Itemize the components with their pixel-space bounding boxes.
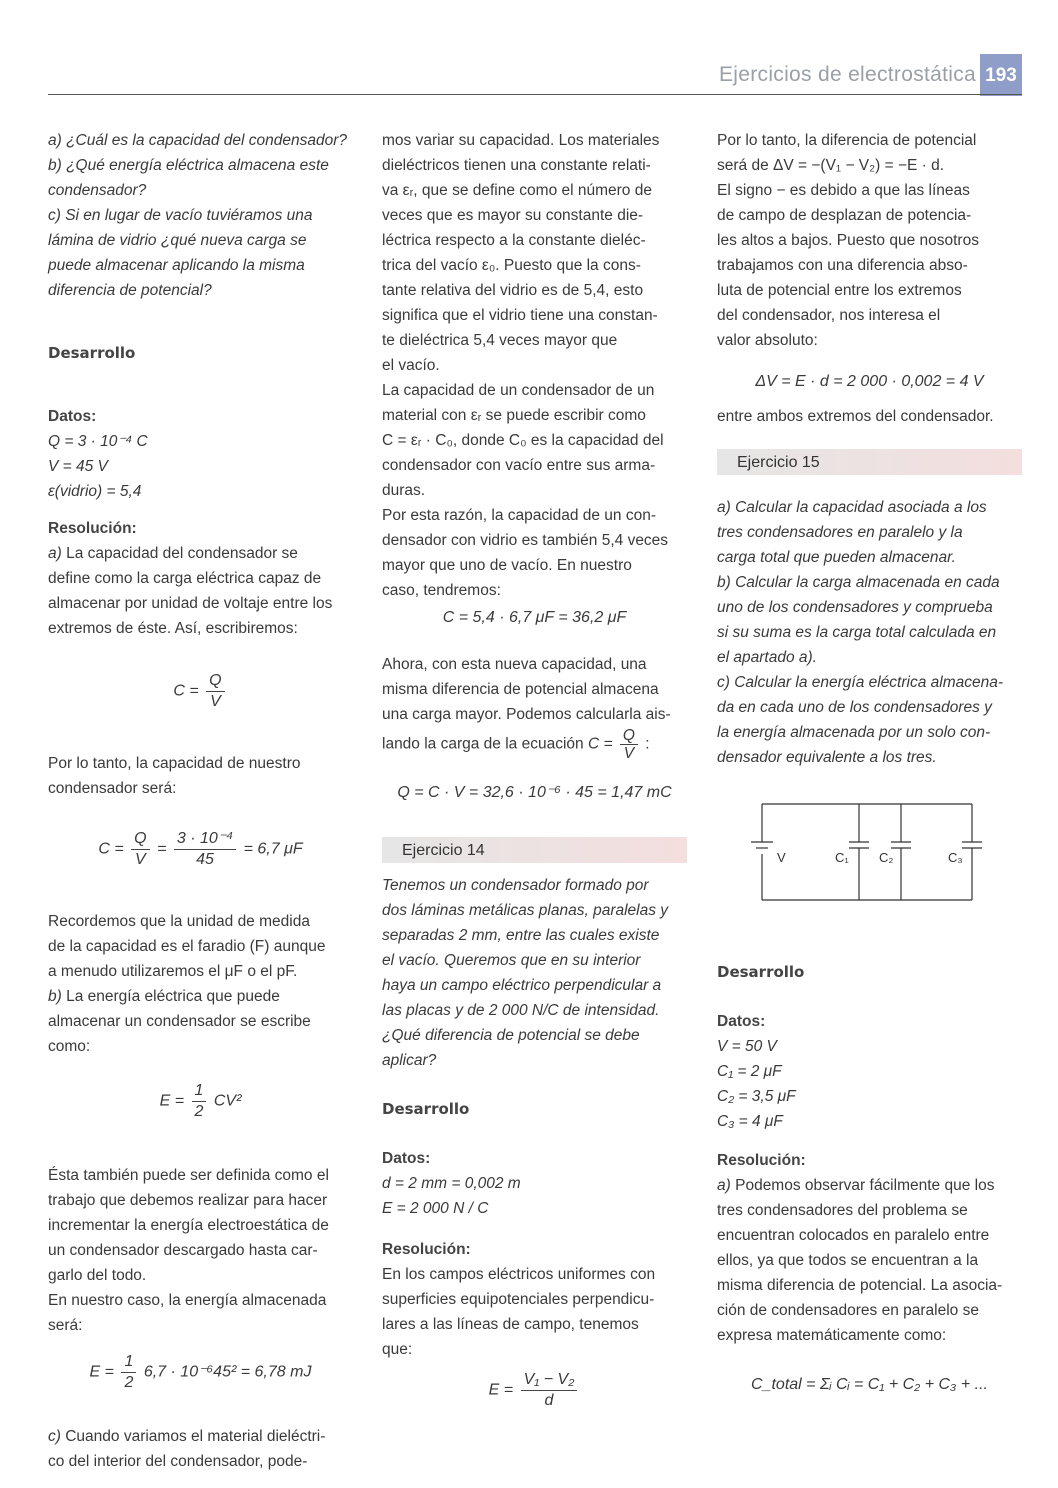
paragraph-line xyxy=(48,984,353,1009)
datum-c2: C₂ = 3,5 μF xyxy=(717,1088,796,1105)
paragraph-line: caso, tendremos: xyxy=(382,582,501,599)
subheading-datos: Datos: xyxy=(48,408,97,425)
paragraph-line: Por lo tanto, la diferencia de potencial xyxy=(717,132,977,149)
formula-capacitance: C = $\frac{Q}{V}$ xyxy=(48,671,353,721)
paragraph-line: condensador será: xyxy=(48,780,177,797)
paragraph-line: encuentran colocados en paralelo entre xyxy=(717,1227,990,1244)
paragraph-line: que: xyxy=(382,1341,413,1358)
question-c-line: lámina de vidrio ¿qué nueva carga se xyxy=(48,232,307,249)
exercise-line: Tenemos un condensador formado por xyxy=(382,877,649,894)
paragraph-line: C = εᵣ · C₀, donde C₀ es la capacidad del xyxy=(382,432,664,449)
paragraph-line: almacenar un condensador se escribe xyxy=(48,1013,311,1030)
subheading-resolucion: Resolución: xyxy=(48,520,137,537)
exercise-line: ¿Qué diferencia de potencial se debe xyxy=(382,1027,640,1044)
circuit-label-v: V xyxy=(777,850,786,865)
paragraph-text: lando la carga de la ecuación xyxy=(382,735,584,753)
formula-field: E = $\frac{\text{V₁ − V₂}}{d}$ xyxy=(382,1370,687,1411)
paragraph-line: dieléctricos tienen una constante relati- xyxy=(382,157,651,174)
exercise-line: da en cada uno de los condensadores y xyxy=(717,699,992,716)
item-prefix: a) xyxy=(48,545,62,562)
exercise-line: dos láminas metálicas planas, paralelas y xyxy=(382,902,669,919)
subheading-resolucion: Resolución: xyxy=(382,1241,471,1258)
section-heading-desarrollo: Desarrollo xyxy=(382,1100,470,1118)
paragraph-line: te dieléctrica 5,4 veces mayor que xyxy=(382,332,618,349)
paragraph-line: garlo del todo. xyxy=(48,1267,147,1284)
formula-charge: Q = C · V = 32,6 · 10⁻⁶ · 45 = 1,47 mC xyxy=(397,784,672,801)
paragraph-line: En nuestro caso, la energía almacenada xyxy=(48,1292,327,1309)
paragraph-line: léctrica respecto a la constante dieléc- xyxy=(382,232,646,249)
paragraph-line: En los campos eléctricos uniformes con xyxy=(382,1266,656,1283)
exercise-line: a) Calcular la capacidad asociada a los xyxy=(717,499,987,516)
item-prefix: b) xyxy=(48,988,62,1005)
paragraph-line: ción de condensadores en paralelo se xyxy=(717,1302,979,1319)
question-b-line: b) ¿Qué energía eléctrica almacena este xyxy=(48,157,329,174)
datum-charge: Q = 3 · 10⁻⁴ C xyxy=(48,433,148,450)
exercise-line: la energía almacenada por un solo con- xyxy=(717,724,991,741)
circuit-label-c2: C₂ xyxy=(879,850,894,865)
paragraph-line: significa que el vidrio tiene una constan- xyxy=(382,307,658,324)
question-a: a) ¿Cuál es la capacidad del condensador? xyxy=(48,132,347,149)
paragraph-line: mos variar su capacidad. Los materiales xyxy=(382,132,660,149)
exercise-line: el apartado a). xyxy=(717,649,817,666)
parallel-capacitor-circuit-diagram xyxy=(729,792,989,912)
paragraph-line: lando la carga de la ecuación C = $\frac{Q}{V}$ : xyxy=(382,727,650,762)
item-prefix: a) xyxy=(717,1177,731,1194)
paragraph-line: un condensador descargado hasta car- xyxy=(48,1242,318,1259)
paragraph-line: Recordemos que la unidad de medida xyxy=(48,913,310,930)
exercise-line: si su suma es la carga total calculada en xyxy=(717,624,997,641)
datum-c1: C₁ = 2 μF xyxy=(717,1063,782,1080)
paragraph-line: va εᵣ, que se define como el número de xyxy=(382,182,652,199)
exercise-line: b) Calcular la carga almacenada en cada xyxy=(717,574,1000,591)
paragraph-line: define como la carga eléctrica capaz de xyxy=(48,570,322,587)
paragraph-line: tres condensadores del problema se xyxy=(717,1202,968,1219)
paragraph-line: tante relativa del vidrio es de 5,4, esto xyxy=(382,282,644,299)
formula-glass-capacitance: C = 5,4 · 6,7 μF = 36,2 μF xyxy=(442,609,627,626)
circuit-label-c1: C₁ xyxy=(835,850,849,865)
circuit-label-c3: C₃ xyxy=(948,850,963,865)
exercise-14-heading: Ejercicio 14 xyxy=(382,837,687,863)
section-heading-desarrollo: Desarrollo xyxy=(717,963,805,981)
formula-energy: E = $\frac{1}{2}$ CV² xyxy=(159,1082,242,1120)
paragraph-line: luta de potencial entre los extremos xyxy=(717,282,962,299)
paragraph-line: superficies equipotenciales perpendicu- xyxy=(382,1291,655,1308)
formula-parallel-sum: C_total = Σᵢ Cᵢ = C₁ + C₂ + C₃ + ... xyxy=(751,1376,988,1393)
paragraph-line: una carga mayor. Podemos calcularla ais- xyxy=(382,706,671,723)
paragraph-line: trabajo que debemos realizar para hacer xyxy=(48,1192,328,1209)
exercise-15-heading: Ejercicio 15 xyxy=(717,449,1022,475)
header-rule xyxy=(48,94,1022,95)
exercise-line: tres condensadores en paralelo y la xyxy=(717,524,963,541)
exercise-line: carga total que pueden almacenar. xyxy=(717,549,956,566)
exercise-line: c) Calcular la energía eléctrica almacena- xyxy=(717,674,1004,691)
item-prefix: c) xyxy=(48,1428,61,1445)
paragraph-line xyxy=(717,1173,1022,1198)
paragraph-line: Ésta también puede ser definida como el xyxy=(48,1167,329,1184)
subheading-datos: Datos: xyxy=(717,1013,766,1030)
paragraph-line: El signo − es debido a que las líneas xyxy=(717,182,970,199)
page-number: 193 xyxy=(980,54,1022,96)
question-b-line: condensador? xyxy=(48,182,147,199)
exercise-line: las placas y de 2 000 N/C de intensidad. xyxy=(382,1002,660,1019)
paragraph-line: co del interior del condensador, pode- xyxy=(48,1453,308,1470)
paragraph-text: Cuando variamos el material dieléctri- xyxy=(65,1428,326,1445)
exercise-line: separadas 2 mm, entre las cuales existe xyxy=(382,927,660,944)
paragraph-line: veces que es mayor su constante die- xyxy=(382,207,644,224)
formula-capacitance-value: C = $\frac{Q}{V}$ = $\frac{\text{3 · 10⁻⁴}}{45}$ = 6,7 μF xyxy=(98,830,303,868)
paragraph-line: lares a las líneas de campo, tenemos xyxy=(382,1316,639,1333)
paragraph-line: Ahora, con esta nueva capacidad, una xyxy=(382,656,647,673)
paragraph-text: La energía eléctrica que puede xyxy=(66,988,280,1005)
exercise-line: haya un campo eléctrico perpendicular a xyxy=(382,977,662,994)
paragraph-line: Por lo tanto, la capacidad de nuestro xyxy=(48,755,301,772)
paragraph-text: La capacidad del condensador se xyxy=(66,545,298,562)
paragraph-line: La capacidad de un condensador de un xyxy=(382,382,655,399)
paragraph-line: ellos, ya que todos se encuentran a la xyxy=(717,1252,979,1269)
paragraph-line: incrementar la energía electroestática de xyxy=(48,1217,329,1234)
paragraph-line: mayor que uno de vacío. En nuestro xyxy=(382,557,632,574)
paragraph-line: condensador con vacío entre sus arma- xyxy=(382,457,656,474)
exercise-line: uno de los condensadores y comprueba xyxy=(717,599,993,616)
question-c-line: diferencia de potencial? xyxy=(48,282,212,299)
paragraph-line xyxy=(48,541,353,566)
exercise-line: aplicar? xyxy=(382,1052,437,1069)
datum-permittivity: ε(vidrio) = 5,4 xyxy=(48,483,142,500)
exercise-line: densador equivalente a los tres. xyxy=(717,749,937,766)
datum-field: E = 2 000 N / C xyxy=(382,1200,489,1217)
paragraph-text: Podemos observar fácilmente que los xyxy=(735,1177,995,1194)
formula-energy-value: E = $\frac{1}{2}$ 6,7 · 10⁻⁶45² = 6,78 mJ xyxy=(89,1353,312,1391)
datum-distance: d = 2 mm = 0,002 m xyxy=(382,1175,521,1192)
paragraph-line: material con εᵣ se puede escribir como xyxy=(382,407,646,424)
question-c-line: c) Si en lugar de vacío tuviéramos una xyxy=(48,207,313,224)
formula-potential-difference: ΔV = E · d = 2 000 · 0,002 = 4 V xyxy=(755,373,984,390)
paragraph-line: como: xyxy=(48,1038,91,1055)
paragraph-line: entre ambos extremos del condensador. xyxy=(717,408,994,425)
column-left xyxy=(48,128,353,1474)
paragraph-line: el vacío. xyxy=(382,357,440,374)
paragraph-line: trica del vacío ε₀. Puesto que la cons- xyxy=(382,257,641,274)
exercise-line: el vacío. Queremos que en su interior xyxy=(382,952,641,969)
paragraph-line: misma diferencia de potencial. La asocia- xyxy=(717,1277,1003,1294)
paragraph-line: almacenar por unidad de voltaje entre los xyxy=(48,595,333,612)
section-heading-desarrollo: Desarrollo xyxy=(48,344,136,362)
subheading-resolucion: Resolución: xyxy=(717,1152,806,1169)
running-header-title: Ejercicios de electrostática xyxy=(718,63,976,86)
paragraph-line: de campo de desplazan de potencia- xyxy=(717,207,972,224)
datum-voltage: V = 50 V xyxy=(717,1038,777,1055)
paragraph-line: misma diferencia de potencial almacena xyxy=(382,681,659,698)
question-c-line: puede almacenar aplicando la misma xyxy=(48,257,305,274)
paragraph-line xyxy=(48,1424,353,1449)
paragraph-line: del condensador, nos interesa el xyxy=(717,307,941,324)
datum-c3: C₃ = 4 μF xyxy=(717,1113,783,1130)
paragraph-line: Por esta razón, la capacidad de un con- xyxy=(382,507,657,524)
column-right xyxy=(717,128,1022,1397)
paragraph-line: extremos de éste. Así, escribiremos: xyxy=(48,620,298,637)
paragraph-line: expresa matemáticamente como: xyxy=(717,1327,947,1344)
paragraph-line: a menudo utilizaremos el μF o el pF. xyxy=(48,963,298,980)
paragraph-line: densador con vidrio es también 5,4 veces xyxy=(382,532,669,549)
paragraph-line: de la capacidad es el faradio (F) aunque xyxy=(48,938,326,955)
subheading-datos: Datos: xyxy=(382,1150,431,1167)
paragraph-line: será de ΔV = −(V₁ − V₂) = −E · d. xyxy=(717,157,945,174)
paragraph-line: será: xyxy=(48,1317,83,1334)
paragraph-line: trabajamos con una diferencia abso- xyxy=(717,257,968,274)
paragraph-line: duras. xyxy=(382,482,426,499)
datum-voltage: V = 45 V xyxy=(48,458,108,475)
column-middle xyxy=(382,128,687,1411)
paragraph-line: valor absoluto: xyxy=(717,332,818,349)
paragraph-line: les altos a bajos. Puesto que nosotros xyxy=(717,232,979,249)
